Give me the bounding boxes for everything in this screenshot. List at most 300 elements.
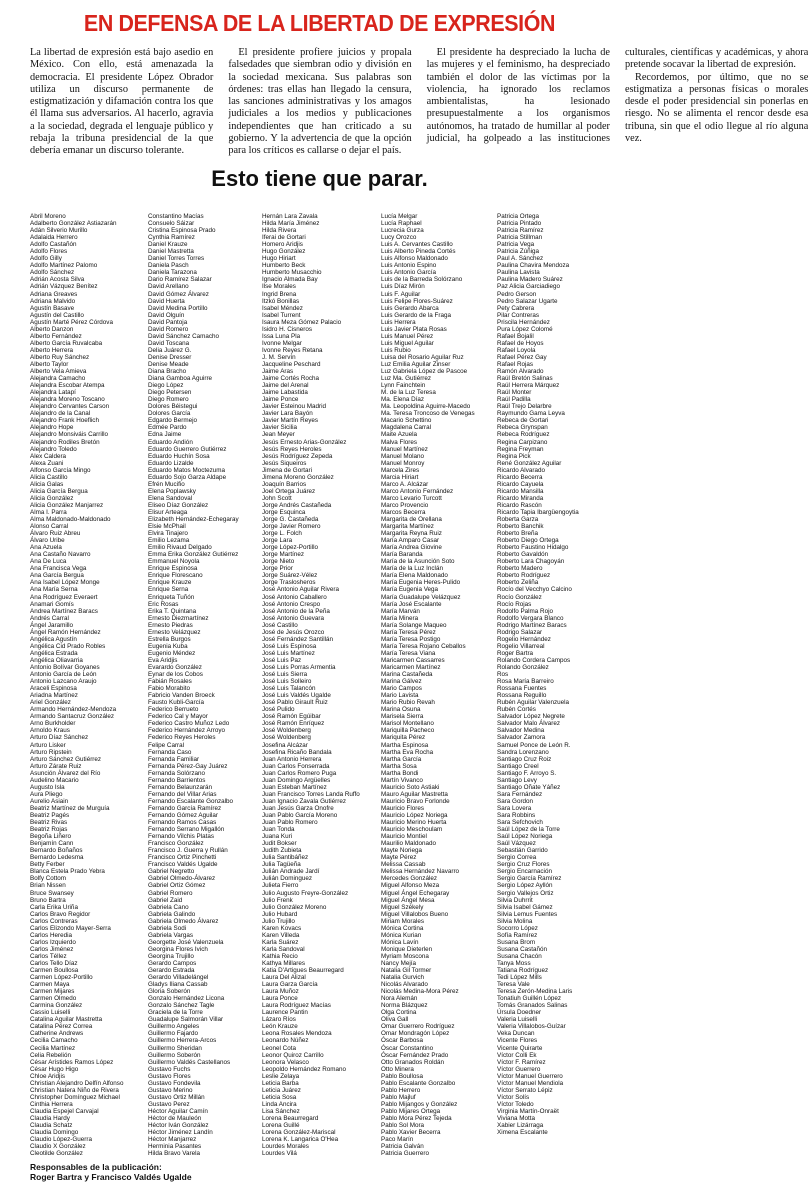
signatory-name: Angélica Agustín: [30, 635, 77, 643]
signatory-name: Arno Burkholder: [30, 720, 76, 728]
signatory-name: Pablo Sol Mora: [381, 1122, 425, 1130]
signatory-name: Rafael Pérez Gay: [497, 353, 547, 361]
signatory-name: Adriana Malvido: [30, 297, 76, 305]
signatory-name: Marina Castañeda: [381, 671, 433, 679]
signatory-name: Julián Andrade Jardí: [262, 868, 320, 876]
signatory-name: Gabriela Vargas: [148, 931, 194, 939]
signatory-name: Georgette José Valenzuela: [148, 938, 224, 946]
signatory-name: Roberto Breña: [497, 530, 538, 538]
signatory-name: Lucrecia Gurza: [381, 227, 424, 235]
signatory-name: Cinthia Herrera: [30, 1100, 73, 1108]
signatory-name: Víctor Manuel Guerrero: [497, 1072, 563, 1080]
signatory-name: Jaime Labastida: [262, 389, 308, 397]
signatory-name: Víctor Guerrero: [497, 1065, 541, 1073]
signatory-name: Maite Azuela: [381, 431, 418, 439]
signatory-name: Antonio Lazcano Araujo: [30, 678, 97, 686]
signatory-name: Claudia Schatz: [30, 1122, 73, 1130]
signatory-name: Rosa María Barreiro: [497, 678, 554, 686]
signatory-name: Fernando García Ramírez: [148, 804, 222, 812]
signatory-name: Ana De Luca: [30, 558, 67, 566]
signatory-name: Julio Augusto Freyre-González: [262, 889, 349, 897]
signatory-name: Patricia Vega: [497, 241, 535, 249]
signatory-name: Aurelio Asiain: [30, 797, 69, 805]
signatory-name: Gerardo Campos: [148, 959, 197, 967]
signatory-name: Karen Villeda: [262, 931, 300, 939]
signatory-name: Adolfo Castañón: [30, 241, 77, 249]
signatory-name: Alejandro Toledo: [30, 445, 77, 453]
signatory-name: Cleotilde González: [30, 1150, 83, 1158]
signatory-name: Rolando González: [497, 664, 549, 671]
signatory-name: Hilda Rivera: [262, 227, 297, 235]
signatory-name: Ricardo Becerra: [497, 473, 543, 481]
signatory-name: Armando Santacruz González: [30, 713, 115, 721]
signatory-name: Roberto Madero: [497, 565, 543, 573]
signatory-name: Eugenio Méndez: [148, 649, 196, 657]
signatory-name: Regina Carpizano: [497, 438, 548, 446]
signatory-name: Cecilia Camacho: [30, 1037, 78, 1045]
signatory-name: Jorge Suárez-Vélez: [262, 572, 318, 580]
signatory-name: Benjamín Cann: [30, 840, 74, 848]
signatory-name: Javier Martín Reyes: [262, 417, 318, 425]
signatory-name: Melissa Hernández Navarro: [381, 868, 460, 876]
signatory-name: José Pablo Girault Ruiz: [262, 699, 328, 707]
signatory-name: José Luis Porras Armentia: [262, 664, 336, 671]
signatory-name: Viviana Motta: [497, 1115, 536, 1122]
signatory-name: Joaquín Barrios: [262, 480, 307, 488]
signatory-name: Virginia Martín-Onraët: [497, 1107, 559, 1115]
signatory-name: Lorena Beaurregard: [262, 1115, 319, 1122]
signatory-name: Pablo Xavier Becerra: [381, 1129, 441, 1137]
signatory-name: Daniel Krauze: [148, 241, 188, 249]
signatory-name: Claudio X González: [30, 1143, 86, 1151]
signatory-name: José Pulido: [262, 706, 295, 714]
signatory-name: Manuel Monroy: [381, 459, 425, 467]
signatory-name: Laura Muñoz: [262, 988, 299, 996]
signatory-name: César Hugo Higo: [30, 1065, 79, 1073]
signatory-name: Alberto Taylor: [30, 360, 69, 368]
signatory-name: Fabricio Vanden Broeck: [148, 692, 215, 700]
signatory-name: Rafael Loyola: [497, 346, 536, 354]
signatory-name: Emma Erika González Gutiérrez: [148, 551, 239, 559]
signatory-name: José Ramón Enríquez: [262, 720, 325, 728]
signatory-name: Fernando Vilchis Platas: [148, 833, 215, 841]
signatory-name: Eduardo Huchín Sosa: [148, 452, 210, 460]
signatory-name: Héctor Manjarrez: [148, 1136, 197, 1144]
signatory-name: Natalia Gil Tormer: [381, 967, 432, 975]
signatory-name: Erika T. Quintana: [148, 607, 197, 615]
signatory-name: Arnoldo Kraus: [30, 727, 70, 735]
signatory-name: María Eugenia Vega: [381, 586, 439, 594]
signatory-name: Juan Pablo Romero: [262, 819, 318, 827]
signatory-name: José Antonio Guevara: [262, 614, 324, 622]
signatory-name: Miguel Székely: [381, 903, 424, 911]
signatory-name: Fabián Rosales: [148, 678, 192, 686]
signatory-name: Julia Santibáñez: [262, 854, 309, 862]
signatory-name: Gabriel Ortiz Gómez: [148, 882, 206, 890]
signatory-name: Paulina Madero Suárez: [497, 276, 563, 284]
signatory-name: Paz Alicia Garciadiego: [497, 283, 561, 291]
signatory-name: Jesús Ernesto Arias-González: [262, 438, 347, 446]
signatory-name: Sara Robbins: [497, 811, 536, 819]
signatory-name: Lisa Sánchez: [262, 1107, 300, 1115]
signatory-name: José Luis Paz: [262, 656, 302, 664]
signatory-name: Tonatiuh Guillén López: [497, 995, 562, 1003]
signatory-name: Javier Sicilia: [262, 424, 297, 432]
signatory-name: Blanca Estela Prado Yebra: [30, 868, 105, 876]
signatory-name: Bruno Bartra: [30, 896, 66, 904]
signatory-name: Natalia Gurvich: [381, 974, 425, 982]
signatory-name: Armando Hernández-Mendoza: [30, 706, 117, 714]
signatory-name: Sandra Lorenzano: [497, 748, 549, 756]
signatory-name: Carlos Elizondo Mayer-Serra: [30, 924, 111, 932]
signatory-name: Edna Jaime: [148, 431, 182, 439]
signatory-name: Alejandro Cervantes Carson: [30, 403, 110, 411]
signatory-name: Denise Dresser: [148, 353, 192, 361]
signatory-name: Federico Berrueto: [148, 706, 199, 714]
signatory-name: Luis Alberto Pineda Cortés: [381, 248, 456, 256]
signatory-name: Gabriela Galindo: [148, 910, 196, 918]
signatory-name: Gabriela Olmedo Álvarez: [148, 917, 219, 925]
signatory-name: Magdalena Carral: [381, 424, 432, 432]
signatory-name: David Sánchez Camacho: [148, 332, 220, 340]
intro-text: [30, 47, 808, 159]
signatory-name: Sergio Vallejos Ortiz: [497, 889, 554, 897]
signatory-name: Christian Natera Niño de Rivera: [30, 1086, 119, 1094]
signatory-name: Susana Chacón: [497, 952, 542, 960]
signatory-name: Pedro Gerson: [497, 290, 537, 298]
signatory-name: María Marván: [381, 607, 420, 615]
signatory-name: Eduardo Guerrero Gutiérrez: [148, 445, 227, 453]
signatory-name: Fernando del Villar Arias: [148, 790, 217, 798]
signatory-name: Alejandro Monsiváis Carrillo: [30, 431, 109, 439]
signatory-name: Leopoldo Hernández Romano: [262, 1065, 347, 1073]
signatory-name: Beatriz Martínez de Murguía: [30, 804, 110, 812]
signatory-name: Mayte Noriega: [381, 847, 422, 855]
signatory-name: Juan Jesús Garza Onofre: [262, 804, 334, 812]
signatory-name: Guillermo Sheridan: [148, 1044, 202, 1052]
signatory-name: Jorge G. Castañeda: [262, 516, 319, 524]
signatory-name: Roberto Gavaldón: [497, 551, 549, 559]
signatory-name: Fausto Kubli-García: [148, 699, 204, 707]
signatory-name: Patricia Guerrero: [381, 1150, 429, 1158]
signatory-name: Silvia Isabel Gámez: [497, 903, 553, 911]
signatory-name: Cynthia Ramírez: [148, 234, 195, 242]
signatory-name: Carmen López-Portillo: [30, 974, 93, 982]
signatory-name: Alberto Danzon: [30, 325, 74, 333]
signatory-name: Ros: [497, 671, 509, 679]
signatory-name: Teresa Vale: [497, 981, 530, 989]
signatory-name: María Elena Maldonado: [381, 572, 448, 580]
signatory-name: Josefina Alcázar: [262, 741, 308, 749]
signatory-name: Gloria Soberón: [148, 988, 191, 996]
signatory-name: Efrén Mucifio: [148, 480, 185, 488]
signatory-name: Rafael Rojas: [497, 360, 534, 368]
signatory-name: Marcos Becerra: [381, 508, 426, 516]
signatory-name: Karen Kovacs: [262, 924, 302, 932]
signatory-name: Gustavo Fondevila: [148, 1079, 201, 1087]
signatory-name: Marina Osuna: [381, 706, 421, 714]
signatory-name: Salvador Malo Álvarez: [497, 720, 560, 728]
signatory-name: Claudia Hardy: [30, 1115, 70, 1122]
signatory-name: Humberto Musacchio: [262, 269, 322, 277]
signatory-name: Víctor Toledo: [497, 1100, 534, 1108]
signatory-name: Marco Levario Turcott: [381, 494, 442, 502]
signatory-name: Begoña Liñero: [30, 833, 71, 841]
signatory-name: Víctor Serrato Lépiz: [497, 1086, 553, 1094]
signatory-name: Ricardo Rascón: [497, 501, 542, 509]
signatory-name: Rocío González: [497, 593, 542, 601]
signatory-name: José de Jesús Orozco: [262, 628, 325, 636]
signatory-name: Omar Mondragón López: [381, 1030, 450, 1038]
signatory-name: Rebeca Rodríguez: [497, 431, 550, 439]
signatory-name: Ricardo Tapia Ibargüengoytia: [497, 508, 579, 516]
signatory-name: Delia Juárez G.: [148, 346, 192, 354]
signatory-name: Héctor de Mauleón: [148, 1115, 202, 1122]
signatory-name: José Antonio Crespo: [262, 600, 321, 608]
signatory-name: Fernanda Caso: [148, 748, 192, 756]
signatory-name: Mauricio Soto Astiaki: [381, 783, 440, 791]
responsible-block: [30, 1162, 192, 1182]
signatory-name: Marcela Zires: [381, 466, 420, 474]
signatory-name: Claudia Domingo: [30, 1129, 79, 1137]
signatory-name: Augusto Isla: [30, 783, 65, 791]
signatory-name: Sara Sefchovich: [497, 819, 543, 827]
signatory-name: Bolfy Cottom: [30, 875, 67, 883]
signatory-name: Angélica Oliavarria: [30, 656, 83, 664]
signatory-name: Emilio Lezama: [148, 537, 190, 545]
signatory-name: Sofía Ramírez: [497, 931, 538, 939]
signatory-name: Kathia Recio: [262, 952, 298, 960]
signatory-name: Jaime Ponce: [262, 396, 299, 404]
signatory-name: Katia D'Artigues Beaurregard: [262, 967, 344, 975]
signatory-name: Marina Gálvez: [381, 678, 422, 686]
signatory-name: Arturo Lisker: [30, 741, 66, 749]
signatory-name: Teresa Zerón-Medina Laris: [497, 988, 573, 996]
signatory-name: Arturo Ripstein: [30, 748, 72, 756]
signatory-name: Jorge Martínez: [262, 551, 304, 559]
signatory-name: Eugenia Kuba: [148, 642, 188, 650]
signatory-name: Patricia Stillman: [497, 234, 543, 242]
signatory-name: José Luis Talancón: [262, 685, 316, 693]
signatory-name: Roberto Banchik: [497, 523, 544, 531]
signatory-name: Elena Sandoval: [148, 494, 193, 502]
signatory-name: Adolfo Flores: [30, 248, 68, 256]
signatory-name: Raúl Trejo Delarbre: [497, 403, 552, 411]
signatory-name: Salvador López Negrete: [497, 713, 565, 721]
signatory-name: Ivonne Melgar: [262, 339, 302, 347]
signatory-name: Jorge Nieto: [262, 558, 295, 566]
signatory-name: Marisol Montellano: [381, 720, 434, 728]
signatory-name: Maurilio Maldonado: [381, 840, 436, 848]
signatory-name: Isidro H. Cisneros: [262, 325, 313, 333]
signatory-name: Alberto Fernández: [30, 332, 82, 340]
signatory-name: Rafael Bojalil: [497, 332, 534, 340]
signatory-name: Santiago Levy: [497, 776, 537, 784]
signatory-name: Raúl Herrera Márquez: [497, 382, 560, 390]
signatory-name: Graciela de la Torre: [148, 1009, 203, 1017]
signatory-name: Daniela Tarazona: [148, 269, 197, 277]
signatory-name: María Teresa Rojano Ceballos: [381, 642, 466, 650]
signatory-name: Carmen Mijares: [30, 988, 75, 996]
signatory-name: Juan Carlos Fonserrada: [262, 762, 330, 770]
signatory-name: Betty Ferber: [30, 861, 65, 869]
signatory-name: Bruce Swansey: [30, 889, 74, 897]
signatory-name: Gabriel Olmedo-Álvarez: [148, 875, 216, 883]
signatory-name: Agustín Basave: [30, 304, 75, 312]
signatory-name: Ricardo Alvarado: [497, 466, 545, 474]
signatory-name: Martha García: [381, 755, 422, 763]
intro-paragraph: Recordemos, por último, que no se estigmatiza a personas físicas o morales desde el poder presidencial sin ponerlas en riesgo. No se alimenta el rencor desde esa tribuna, sin que el odio llegue al río alguna vez.: [624, 71, 808, 145]
signatory-name: Lucía Raphael: [381, 220, 422, 228]
signatory-name: Pablo Mijangos y González: [381, 1100, 458, 1108]
signatory-name: Georgina Flores Ivich: [148, 945, 208, 953]
signatory-name: Juan Ignacio Zavala Gutiérrez: [262, 797, 347, 805]
signatory-name: Leonel Cota: [262, 1044, 296, 1052]
signatory-name: Ricardo Miranda: [497, 494, 544, 502]
signatory-name: Jesús Reyes Heroles: [262, 445, 322, 453]
signatory-name: Lázaro Ríos: [262, 1016, 296, 1024]
signatory-name: Ana Azuela: [30, 544, 62, 552]
signatory-name: Víctor F. Ramírez: [497, 1058, 546, 1066]
signatory-name: Lorena Guillé: [262, 1122, 300, 1130]
signatory-name: Carmina González: [30, 1002, 83, 1010]
signatory-name: Ricardo Cayuela: [497, 480, 544, 488]
signatory-name: José Woldenberg: [262, 727, 311, 735]
signatory-name: Úrsula Doedner: [497, 1009, 542, 1017]
signatory-name: Adolfo Gilly: [30, 255, 62, 263]
signatory-name: Rocío del Vecchyo Calcino: [497, 586, 572, 594]
intro-paragraph: La libertad de expresión está bajo asedio en México. Con ello, está amenazada la democracia. El presidente López Obrador utiliza un discurso permanente de estigmatización y difamación contra los que él llama sus adversarios. Al hacerlo, agravia a la sociedad, degrada el lenguaje público y rebaja la tribuna presidencial de la que debería emanar un discurso tolerante.: [30, 47, 214, 157]
signatory-name: José Ramón Egúibar: [262, 713, 321, 721]
signatory-name: Daniela Pasch: [148, 262, 189, 270]
signatory-name: Margarita Martínez: [381, 523, 434, 531]
signatory-name: Marco A. Alcázar: [381, 480, 429, 488]
subtitle: Esto tiene que parar.: [211, 166, 428, 191]
signatory-name: José Antonio Aguilar Rivera: [262, 586, 340, 594]
signatory-name: Sergio Correa: [497, 854, 537, 862]
signatory-name: Rubén Aguilar Valenzuela: [497, 699, 569, 707]
signatory-name: Bernardo Boñaños: [30, 847, 83, 855]
signatories-column-5: [497, 213, 612, 1173]
signatory-name: Lorena K. Langarica O'Hea: [262, 1136, 339, 1144]
signatory-name: Agustín del Castillo: [30, 311, 84, 319]
signatory-name: Javier Lara Bayón: [262, 410, 313, 418]
signatory-name: Alberto Herrera: [30, 346, 74, 354]
signatory-name: Julieta Fierro: [262, 882, 299, 890]
signatory-name: Santiago F. Arroyo S.: [497, 769, 557, 777]
signatory-name: Aura Pliego: [30, 790, 63, 798]
signatory-name: Ivonne Reyes Retana: [262, 346, 323, 354]
signatory-name: Patricia Galván: [381, 1143, 424, 1151]
signatory-name: Francisco J. Guerra y Rullán: [148, 847, 228, 855]
signatory-name: Mario Rubio Revah: [381, 699, 435, 707]
signatory-name: Elizabeth Hernández-Echegaray: [148, 516, 239, 524]
signatory-name: Óscar Constantino: [381, 1044, 434, 1052]
signatory-name: Elvira Tinajero: [148, 530, 188, 538]
signatory-name: Santiago Cruz Roiz: [497, 755, 552, 763]
signatory-name: Ana María Serna: [30, 586, 78, 594]
signatory-name: Julio González Moreno: [262, 903, 327, 911]
signatory-name: Raúl Bretón Salinas: [497, 375, 553, 383]
signatory-name: Karla Suárez: [262, 938, 299, 946]
signatory-name: María Teresa Pérez: [381, 628, 436, 636]
signatory-name: Luisa del Rosario Aguilar Ruz: [381, 353, 464, 361]
signatory-name: María Baranda: [381, 551, 423, 559]
signatory-name: Luis Antonio García: [381, 269, 436, 277]
signatory-name: Carlos Heredia: [30, 931, 72, 939]
signatory-name: Álvaro Uribe: [30, 537, 65, 545]
signatory-name: Olga Cortina: [381, 1009, 417, 1017]
signatory-name: Gabriel Negretto: [148, 868, 195, 876]
signatory-name: Jesús Siqueiros: [262, 459, 307, 467]
signatory-name: Jorge Traslosheros: [262, 579, 316, 587]
signatory-name: Adalaida Herrero: [30, 234, 78, 242]
signatory-name: David Huerta: [148, 297, 185, 305]
signatory-name: Eduardo Lizalde: [148, 459, 194, 467]
signatory-name: Manuel Molano: [381, 452, 425, 460]
signatory-name: Rubén Cortés: [497, 706, 536, 714]
signatory-name: Roger Bartra: [497, 649, 534, 657]
signatory-name: Monique Dieterlen: [381, 945, 433, 953]
signatory-name: Regina Pick: [497, 452, 531, 460]
signatory-name: Rebeca de Gortari: [497, 417, 549, 425]
signatory-name: Lucía Melgar: [381, 213, 418, 220]
signatory-name: Silvia Duhrrit: [497, 896, 533, 904]
signatory-name: Alicia Galas: [30, 480, 64, 488]
signatory-name: Carlos Izquierdo: [30, 938, 76, 946]
signatory-name: Homero Aridjis: [262, 241, 303, 249]
signatory-name: Jimena Moreno González: [262, 473, 334, 481]
signatory-name: Andrea Martínez Baracs: [30, 607, 98, 615]
signatory-name: Alicia García Bergua: [30, 487, 88, 495]
signatory-name: Priscila Hernández: [497, 318, 550, 326]
signatory-name: Ximena Escalante: [497, 1129, 548, 1137]
signatory-name: Tatiana Rodríguez: [497, 967, 549, 975]
signatory-name: Patricia Zúñiga: [497, 248, 539, 256]
signatory-name: Roberto Rodríguez: [497, 572, 551, 580]
signatory-name: Socorro López: [497, 924, 538, 932]
signatory-name: Luis Javier Plata Rosas: [381, 325, 447, 333]
signatory-name: Mauricio Bravo Forlonde: [381, 797, 450, 805]
signatory-name: Tanya Moss: [497, 959, 531, 967]
signatory-name: Valeria Luiselli: [497, 1016, 538, 1024]
signatory-name: Nicolás Alvarado: [381, 981, 428, 989]
signatory-name: Diego López: [148, 382, 184, 390]
signatory-name: David Gómez Álvarez: [148, 290, 209, 298]
signatory-name: Margarita de Orellana: [381, 516, 442, 524]
signatories-column-1: [30, 213, 140, 1173]
signatory-name: Melissa Cassab: [381, 861, 426, 869]
signatory-name: Alexa Zuani: [30, 459, 64, 467]
signatory-name: Cecilia Martínez: [30, 1044, 76, 1052]
signatory-name: Pablo Mijares Ortega: [381, 1107, 441, 1115]
signatory-name: Carmen Boullosa: [30, 967, 79, 975]
signatory-name: Javier Esteinou Madrid: [262, 403, 327, 411]
signatory-name: Eric Rosas: [148, 600, 179, 608]
signatory-name: Fernando Gómez Aguilar: [148, 811, 219, 819]
signatory-name: Judit Bokser: [262, 840, 297, 848]
signatory-name: Héctor Iván González: [148, 1122, 209, 1130]
signatory-name: Federico Cal y Mayor: [148, 713, 208, 721]
signatory-name: Isabel Turrent: [262, 311, 301, 319]
intro-paragraph: El presidente profiere juicios y propala falsedades que siembran odio y división en la sociedad mexicana. Sus palabras son órdenes: tras ellas han llegado la censura, las sanciones administrativas y los amagos judiciales a los medios y publicaciones independientes que han criticado a su gobierno. Y la advertencia de que la opción para los críticos es callarse o dejar el país.: [228, 47, 412, 157]
signatory-name: Miguel Villalobos Bueno: [381, 910, 449, 918]
signatories-column-4: [381, 213, 493, 1173]
signatory-name: Rodrigo Martínez Baracs: [497, 621, 567, 629]
signatory-name: José Castillo: [262, 621, 298, 629]
signatory-name: Rogelio Villarreal: [497, 642, 545, 650]
signatory-name: Claudio López-Guerra: [30, 1136, 92, 1144]
